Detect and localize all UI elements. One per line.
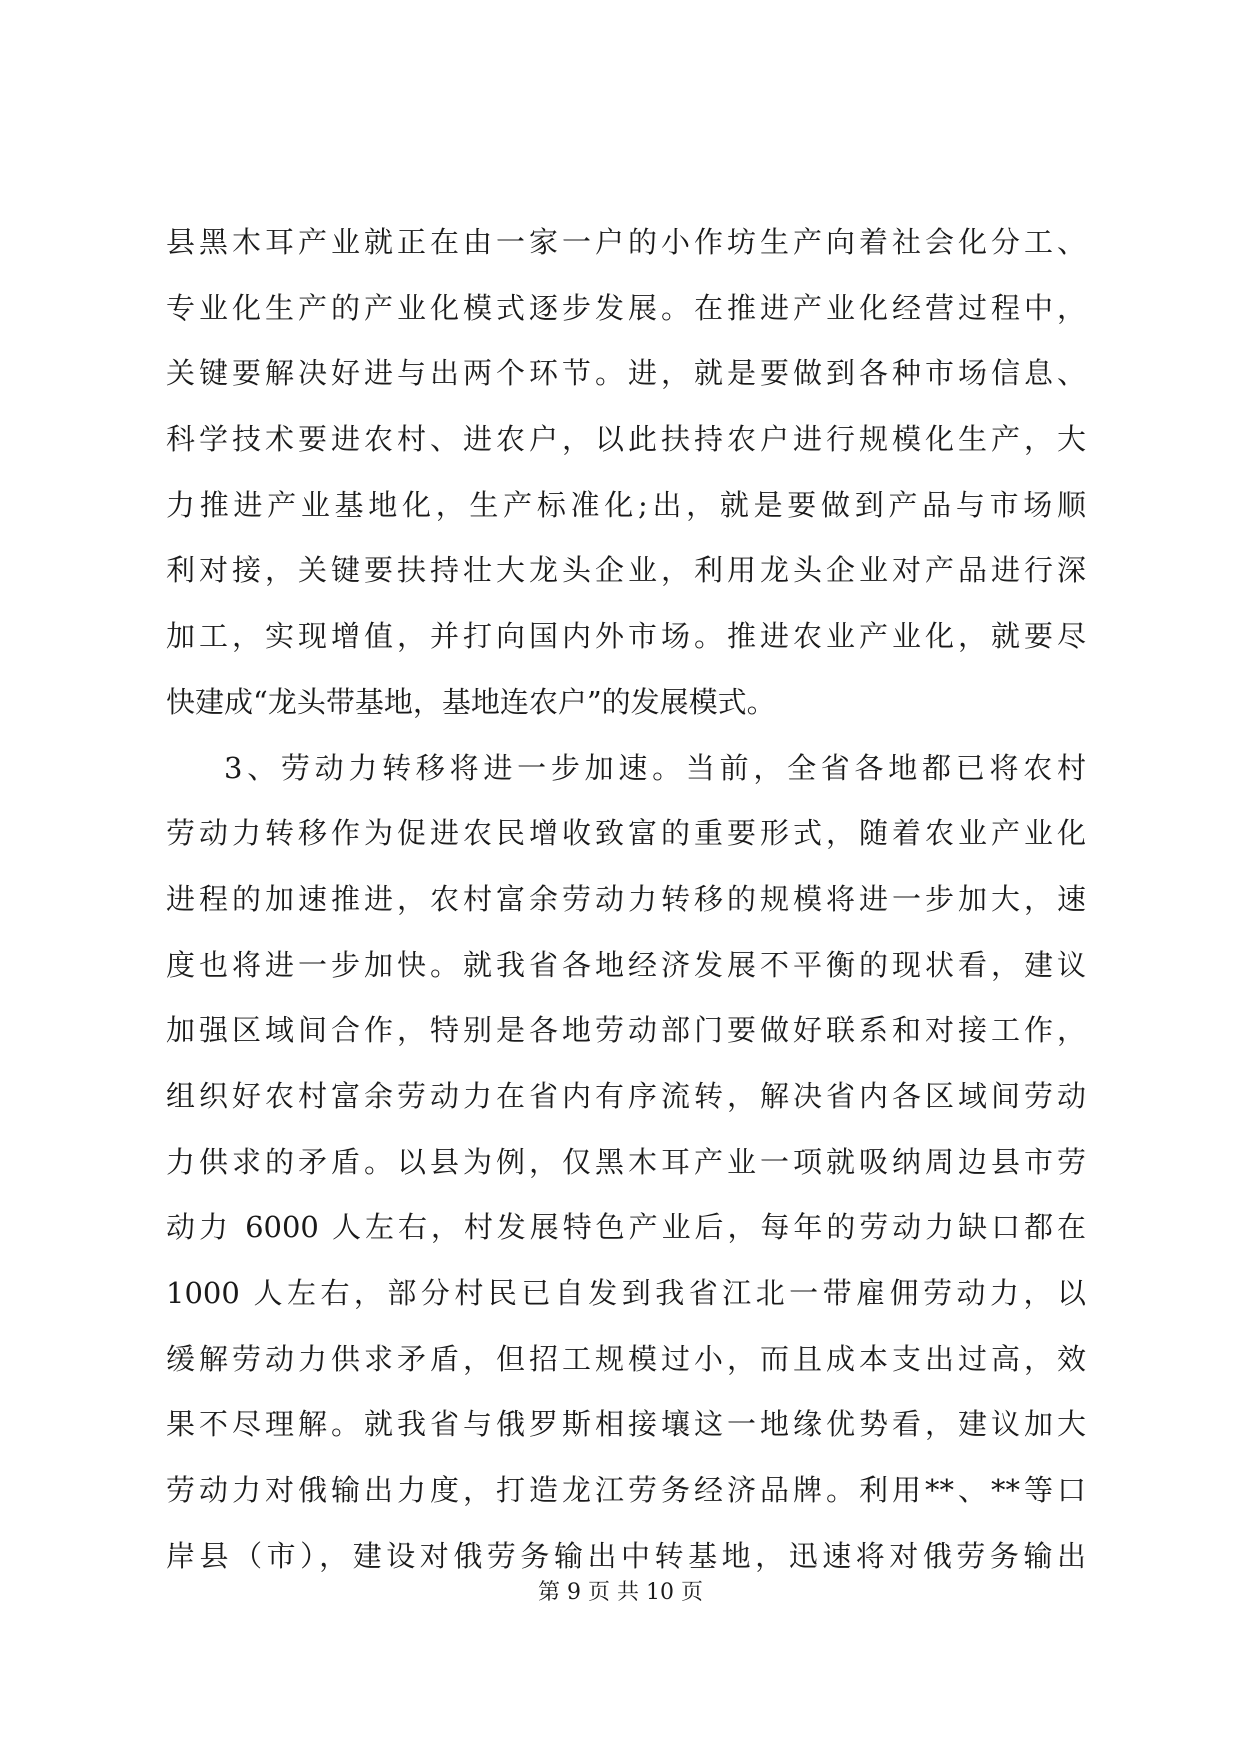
text-line: 劳动力对俄输出力度，打造龙江劳务经济品牌。利用**、**等口: [166, 1473, 1086, 1508]
text-line: 科学技术要进农村、进农户，以此扶持农户进行规模化生产，大: [166, 422, 1086, 457]
text-line: 组织好农村富余劳动力在省内有序流转，解决省内各区域间劳动: [166, 1078, 1086, 1113]
body-text: [166, 210, 1086, 1589]
text-line: 度也将进一步加快。就我省各地经济发展不平衡的现状看，建议: [166, 947, 1086, 982]
text-line: 果不尽理解。就我省与俄罗斯相接壤这一地缘优势看，建议加大: [166, 1407, 1086, 1442]
text-line: 进程的加速推进，农村富余劳动力转移的规模将进一步加大，速: [166, 881, 1086, 916]
paragraph-start-line: 3、劳动力转移将进一步加速。当前，全省各地都已将农村: [224, 750, 1086, 785]
text-line: 加强区域间合作，特别是各地劳动部门要做好联系和对接工作，: [166, 1013, 1086, 1048]
text-line: 专业化生产的产业化模式逐步发展。在推进产业化经营过程中，: [166, 290, 1086, 325]
text-line: 劳动力转移作为促进农民增收致富的重要形式，随着农业产业化: [166, 816, 1086, 851]
text-line: 加工，实现增值，并打向国内外市场。推进农业产业化，就要尽: [166, 619, 1086, 654]
text-line: 县黑木耳产业就正在由一家一户的小作坊生产向着社会化分工、: [166, 225, 1086, 259]
text-line: 力推进产业基地化，生产标准化;出，就是要做到产品与市场顺: [166, 487, 1086, 522]
text-line: 缓解劳动力供求矛盾，但招工规模过小，而且成本支出过高，效: [166, 1341, 1086, 1376]
text-line: 岸县（市），建设对俄劳务输出中转基地，迅速将对俄劳务输出: [166, 1538, 1086, 1573]
page-number-footer: 第 9 页 共 10 页: [538, 1580, 703, 1605]
text-line: 力供求的矛盾。以县为例，仅黑木耳产业一项就吸纳周边县市劳: [166, 1144, 1086, 1179]
text-line: 关键要解决好进与出两个环节。进，就是要做到各种市场信息、: [166, 356, 1086, 391]
text-line: 1000 人左右，部分村民已自发到我省江北一带雇佣劳动力，以: [166, 1276, 1086, 1310]
text-line: 利对接，关键要扶持壮大龙头企业，利用龙头企业对产品进行深: [166, 553, 1086, 588]
text-line: 动力 6000 人左右，村发展特色产业后，每年的劳动力缺口都在: [166, 1210, 1086, 1245]
text-line: 快建成“龙头带基地，基地连农户”的发展模式。: [166, 684, 776, 719]
